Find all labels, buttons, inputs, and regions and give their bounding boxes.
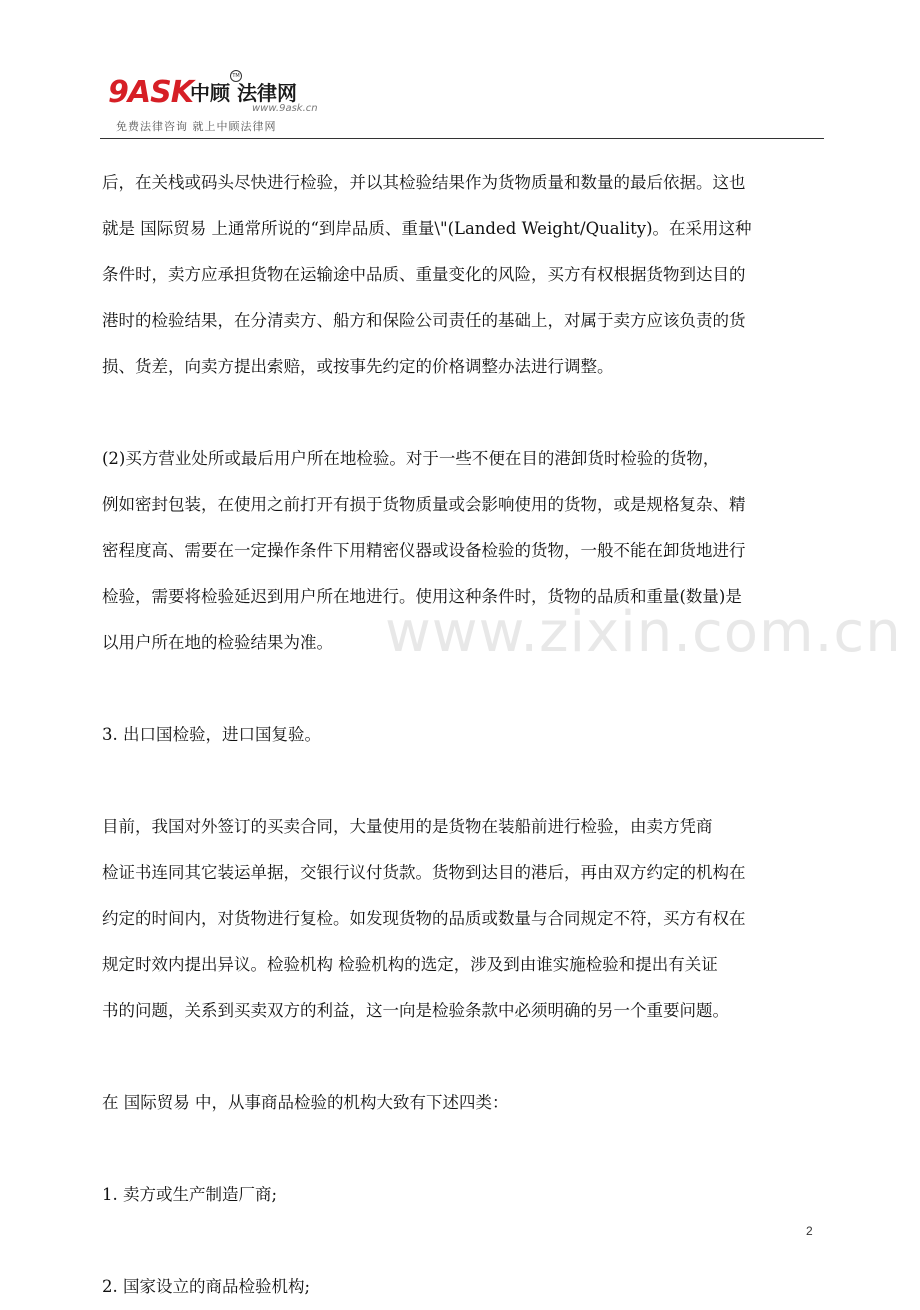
section-heading: 3. 出口国检验，进口国复验。: [102, 725, 321, 744]
paragraph-gap: [102, 1218, 826, 1264]
trademark-icon: TM: [230, 70, 242, 82]
text-line: 约定的时间内，对货物进行复检。如发现货物的品质或数量与合同规定不符，买方有权在: [102, 909, 746, 928]
paragraph-gap: [102, 1126, 826, 1172]
logo-cn-text: 中顾 法律网: [190, 81, 297, 105]
paragraph-gap: [102, 390, 826, 436]
list-item: 1. 卖方或生产制造厂商;: [102, 1185, 278, 1204]
text-line: 检验，需要将检验延迟到用户所在地进行。使用这种条件时，货物的品质和重量(数量)是: [102, 587, 742, 606]
paragraph-gap: [102, 666, 826, 712]
paragraph-2: [102, 436, 826, 666]
text-line: 检证书连同其它装运单据，交银行议付货款。货物到达目的港后，再由双方约定的机构在: [102, 863, 746, 882]
paragraph-3: [102, 712, 826, 758]
document-body: [102, 160, 826, 1310]
header-divider: [100, 138, 824, 139]
logo-ask-text: 9ASK: [108, 75, 193, 110]
watermark: www.zixin.com.cn: [385, 600, 902, 665]
paragraph-6: [102, 1172, 826, 1218]
text-line: 就是 国际贸易 上通常所说的“到岸品质、重量\"(Landed Weight/Quality)。在采用这种: [102, 219, 752, 238]
text-line: 以用户所在地的检验结果为准。: [102, 633, 333, 652]
paragraph-gap: [102, 758, 826, 804]
text-line: 后，在关栈或码头尽快进行检验，并以其检验结果作为货物质量和数量的最后依据。这也: [102, 173, 746, 192]
logo-slogan: 免费法律咨询 就上中顾法律网: [116, 120, 277, 133]
text-line: 书的问题，关系到买卖双方的利益，这一向是检验条款中必须明确的另一个重要问题。: [102, 1001, 729, 1020]
logo-domain: www.9ask.cn: [252, 103, 318, 114]
paragraph-7: [102, 1264, 826, 1310]
text-line: 条件时，卖方应承担货物在运输途中品质、重量变化的风险，买方有权根据货物到达目的: [102, 265, 746, 284]
page-header: [100, 60, 824, 140]
text-line: 损、货差，向卖方提出索赔，或按事先约定的价格调整办法进行调整。: [102, 357, 614, 376]
site-logo: [108, 70, 348, 134]
text-line: 目前，我国对外签订的买卖合同，大量使用的是货物在装船前进行检验，由卖方凭商: [102, 817, 713, 836]
page-number: 2: [806, 1224, 813, 1238]
text-line: 规定时效内提出异议。检验机构 检验机构的选定，涉及到由谁实施检验和提出有关证: [102, 955, 718, 974]
text-line: 密程度高、需要在一定操作条件下用精密仪器或设备检验的货物，一般不能在卸货地进行: [102, 541, 746, 560]
paragraph-gap: [102, 1034, 826, 1080]
list-item: 2. 国家设立的商品检验机构;: [102, 1277, 311, 1296]
text-line: 例如密封包装，在使用之前打开有损于货物质量或会影响使用的货物，或是规格复杂、精: [102, 495, 746, 514]
text-line: 在 国际贸易 中，从事商品检验的机构大致有下述四类：: [102, 1093, 509, 1112]
text-line: (2)买方营业处所或最后用户所在地检验。对于一些不便在目的港卸货时检验的货物，: [102, 449, 720, 468]
paragraph-4: [102, 804, 826, 1034]
paragraph-1: [102, 160, 826, 390]
text-line: 港时的检验结果，在分清卖方、船方和保险公司责任的基础上，对属于卖方应该负责的货: [102, 311, 746, 330]
paragraph-5: [102, 1080, 826, 1126]
